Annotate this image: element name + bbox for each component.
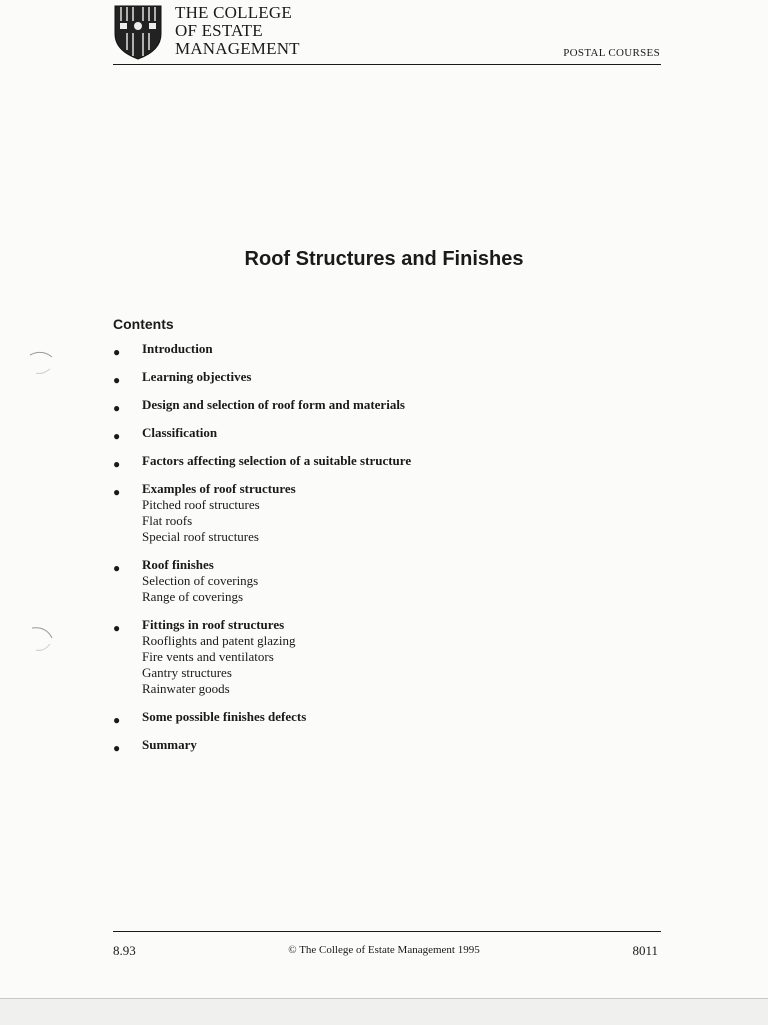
hole-punch-icon (22, 345, 56, 379)
bullet-icon: ● (113, 485, 121, 499)
postal-courses-label: POSTAL COURSES (563, 47, 660, 59)
bullet-icon: ● (113, 741, 121, 755)
scan-edge (0, 998, 768, 1025)
bullet-icon: ● (113, 457, 121, 471)
college-crest-icon (113, 4, 163, 60)
sub-list (142, 573, 613, 605)
footer-document-number: 8011 (632, 943, 658, 958)
bullet-icon: ● (113, 621, 121, 635)
contents-heading: Contents (113, 316, 174, 332)
bullet-icon: ● (113, 345, 121, 359)
contents-item-factors (113, 453, 613, 469)
contents-item-classification (113, 425, 613, 441)
contents-item-label: Introduction (142, 341, 213, 356)
sub-item: Flat roofs (142, 513, 193, 528)
sub-list (142, 633, 613, 697)
sub-item: Special roof structures (142, 529, 259, 544)
sub-item: Rainwater goods (142, 681, 230, 696)
sub-item: Rooflights and patent glazing (142, 633, 296, 648)
contents-item-label: Examples of roof structures (142, 481, 296, 496)
contents-item-learning-objectives (113, 369, 613, 385)
contents-item-summary (113, 737, 613, 753)
college-name-line-2: OF ESTATE (175, 21, 263, 40)
header-divider (113, 64, 661, 65)
footer-date-code: 8.93 (113, 943, 136, 958)
contents-item-examples (113, 481, 613, 545)
sub-list (142, 497, 613, 545)
sub-item: Range of coverings (142, 589, 244, 604)
contents-item-design-selection (113, 397, 613, 413)
footer-divider (113, 931, 661, 932)
sub-item: Fire vents and ventilators (142, 649, 274, 664)
contents-item-label: Fittings in roof structures (142, 617, 285, 632)
contents-item-label: Classification (142, 425, 218, 440)
contents-item-label: Factors affecting selection of a suitable structure (142, 453, 412, 468)
contents-item-label: Summary (142, 737, 197, 752)
contents-item-label: Learning objectives (142, 369, 252, 384)
contents-item-defects (113, 709, 613, 725)
contents-item-label: Some possible finishes defects (142, 709, 307, 724)
contents-item-label: Design and selection of roof form and materials (142, 397, 405, 412)
bullet-icon: ● (113, 373, 121, 387)
bullet-icon: ● (113, 429, 121, 443)
college-name (175, 4, 300, 58)
contents-item-introduction (113, 341, 613, 357)
sub-item: Pitched roof structures (142, 497, 260, 512)
bullet-icon: ● (113, 561, 121, 575)
contents-item-fittings (113, 617, 613, 697)
sub-item: Selection of coverings (142, 573, 259, 588)
contents-list (113, 341, 613, 765)
college-name-line-3: MANAGEMENT (175, 39, 300, 58)
sub-item: Gantry structures (142, 665, 232, 680)
page-title: Roof Structures and Finishes (244, 248, 524, 270)
contents-item-label: Roof finishes (142, 557, 214, 572)
hole-punch-icon (22, 622, 56, 656)
footer-copyright: © The College of Estate Management 1995 (288, 944, 480, 956)
college-name-line-1: THE COLLEGE (175, 3, 292, 22)
contents-item-roof-finishes (113, 557, 613, 605)
bullet-icon: ● (113, 401, 121, 415)
bullet-icon: ● (113, 713, 121, 727)
